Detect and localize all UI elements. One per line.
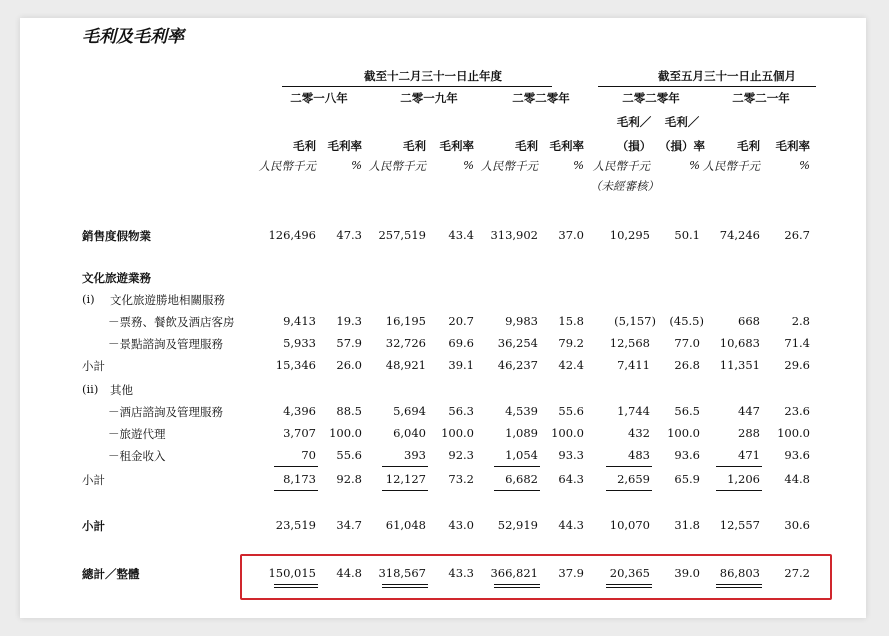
cell: 46,237: [497, 358, 538, 372]
unit-rmb-2020-5m: 人民幣千元: [592, 159, 650, 173]
cell: 126,496: [268, 228, 316, 242]
period-header-annual: 截至十二月三十一日止年度: [364, 69, 502, 83]
cell: 93.6: [674, 448, 700, 462]
cell: 37.9: [558, 566, 584, 580]
cell: 6,682: [505, 472, 538, 486]
sum-rule: [606, 490, 652, 491]
cell: 92.8: [336, 472, 362, 486]
cell: 39.1: [448, 358, 474, 372]
cell: 366,821: [490, 566, 538, 580]
cell: 447: [738, 404, 760, 418]
cell: 10,683: [719, 336, 760, 350]
unit-rmb-2020: 人民幣千元: [480, 159, 538, 173]
unit-rmb-2019: 人民幣千元: [368, 159, 426, 173]
cell: 92.3: [448, 448, 474, 462]
cell: 100.0: [667, 426, 700, 440]
cell: 12,127: [385, 472, 426, 486]
cell: 44.3: [558, 518, 584, 532]
cell: 313,902: [490, 228, 538, 242]
cell: 16,195: [385, 314, 426, 328]
cell: 20,365: [609, 566, 650, 580]
cell: (5,157): [614, 314, 656, 328]
cell: 288: [738, 426, 760, 440]
cell: 23,519: [275, 518, 316, 532]
cell: 12,557: [719, 518, 760, 532]
period-rule-five-months: [598, 86, 816, 87]
cell: 79.2: [558, 336, 584, 350]
cell: 48,921: [385, 358, 426, 372]
cell: 93.6: [784, 448, 810, 462]
cell: 26.0: [336, 358, 362, 372]
cell: 5,933: [283, 336, 316, 350]
cell: 257,519: [378, 228, 426, 242]
cell: 4,539: [505, 404, 538, 418]
cell: 1,744: [617, 404, 650, 418]
year-header-2020: 二零二零年: [512, 91, 570, 105]
col-gm-2021: 毛利率: [775, 139, 810, 153]
cell: 9,983: [505, 314, 538, 328]
col-gm-2018: 毛利率: [327, 139, 362, 153]
section-title: 毛利及毛利率: [82, 27, 184, 47]
cell: 37.0: [558, 228, 584, 242]
cell: 4,396: [283, 404, 316, 418]
cell: 93.3: [558, 448, 584, 462]
cell: 56.5: [674, 404, 700, 418]
unit-rmb-2021: 人民幣千元: [702, 159, 760, 173]
row-label-travel-agency: －旅遊代理: [108, 427, 166, 441]
sum-rule: [716, 466, 762, 467]
cell: 56.3: [448, 404, 474, 418]
cell: 100.0: [441, 426, 474, 440]
cell: 100.0: [777, 426, 810, 440]
col-gp-loss-line2: （損）: [616, 139, 652, 153]
cell: 50.1: [674, 228, 700, 242]
cell: 9,413: [283, 314, 316, 328]
cell: 43.3: [448, 566, 474, 580]
cell: 55.6: [336, 448, 362, 462]
cell: 47.3: [336, 228, 362, 242]
cell: 44.8: [336, 566, 362, 580]
cell: 71.4: [784, 336, 810, 350]
cell: 11,351: [719, 358, 760, 372]
cell: (45.5): [669, 314, 704, 328]
col-gm-loss-line1: 毛利／: [664, 115, 700, 129]
cell: 26.8: [674, 358, 700, 372]
cell: 6,040: [393, 426, 426, 440]
sum-rule: [382, 490, 428, 491]
unit-pct-2020: %: [573, 158, 584, 172]
cell: 432: [628, 426, 650, 440]
cell: 668: [738, 314, 760, 328]
cell: 26.7: [784, 228, 810, 242]
cell: 10,295: [609, 228, 650, 242]
cell: 1,206: [727, 472, 760, 486]
cell: 2,659: [617, 472, 650, 486]
cell: 30.6: [784, 518, 810, 532]
sum-rule: [274, 490, 318, 491]
cell: 74,246: [719, 228, 760, 242]
year-header-2020-5m: 二零二零年: [622, 91, 680, 105]
cell: 20.7: [448, 314, 474, 328]
row-label-hotel-consulting: －酒店諮詢及管理服務: [108, 405, 223, 419]
col-gp-2018: 毛利: [293, 139, 316, 153]
row-label-tourism-services: 文化旅遊勝地相關服務: [110, 293, 225, 307]
cell: 86,803: [719, 566, 760, 580]
cell: 34.7: [336, 518, 362, 532]
sum-rule: [494, 466, 540, 467]
col-gm-loss-line2: （損）率: [659, 139, 705, 153]
unaudited-note: （未經審核）: [590, 179, 659, 193]
col-gm-2020: 毛利率: [549, 139, 584, 153]
row-label-segment-subtotal: 小計: [82, 519, 105, 533]
cell: 32,726: [385, 336, 426, 350]
cell: 77.0: [674, 336, 700, 350]
cell: 100.0: [551, 426, 584, 440]
sum-rule: [494, 490, 540, 491]
row-label-ticketing: －票務、餐飲及酒店客房: [108, 315, 235, 329]
row-num-i: (i): [82, 292, 95, 306]
cell: 12,568: [609, 336, 650, 350]
col-gp-2020: 毛利: [515, 139, 538, 153]
col-gp-2021: 毛利: [737, 139, 760, 153]
cell: 57.9: [336, 336, 362, 350]
cell: 42.4: [558, 358, 584, 372]
cell: 15.8: [558, 314, 584, 328]
double-rule: [382, 584, 428, 588]
year-header-2019: 二零一九年: [400, 91, 458, 105]
cell: 5,694: [393, 404, 426, 418]
cell: 3,707: [283, 426, 316, 440]
cell: 1,089: [505, 426, 538, 440]
cell: 52,919: [497, 518, 538, 532]
cell: 483: [628, 448, 650, 462]
year-header-2021-5m: 二零二一年: [732, 91, 790, 105]
cell: 70: [301, 448, 316, 462]
cell: 31.8: [674, 518, 700, 532]
unit-pct-2021: %: [799, 158, 810, 172]
year-header-2018: 二零一八年: [290, 91, 348, 105]
cell: 65.9: [674, 472, 700, 486]
row-label-cultural-tourism: 文化旅遊業務: [82, 271, 151, 285]
row-label-vacation-property: 銷售度假物業: [82, 229, 151, 243]
cell: 19.3: [336, 314, 362, 328]
period-header-five-months: 截至五月三十一日止五個月: [658, 69, 796, 83]
cell: 8,173: [283, 472, 316, 486]
cell: 150,015: [268, 566, 316, 580]
cell: 36,254: [497, 336, 538, 350]
cell: 29.6: [784, 358, 810, 372]
cell: 61,048: [385, 518, 426, 532]
cell: 43.4: [448, 228, 474, 242]
double-rule: [274, 584, 318, 588]
row-label-others: 其他: [110, 383, 133, 397]
col-gp-2019: 毛利: [403, 139, 426, 153]
cell: 100.0: [329, 426, 362, 440]
sum-rule: [606, 466, 652, 467]
cell: 471: [738, 448, 760, 462]
cell: 64.3: [558, 472, 584, 486]
row-label-rental-income: －租金收入: [108, 449, 166, 463]
unit-pct-2019: %: [463, 158, 474, 172]
row-label-subtotal-ii: 小計: [82, 473, 105, 487]
cell: 39.0: [674, 566, 700, 580]
sum-rule: [274, 466, 318, 467]
sum-rule: [716, 490, 762, 491]
col-gm-2019: 毛利率: [439, 139, 474, 153]
cell: 88.5: [336, 404, 362, 418]
double-rule: [606, 584, 652, 588]
row-num-ii: (ii): [82, 382, 99, 396]
cell: 2.8: [791, 314, 810, 328]
cell: 27.2: [784, 566, 810, 580]
cell: 1,054: [505, 448, 538, 462]
row-label-subtotal-i: 小計: [82, 359, 105, 373]
cell: 55.6: [558, 404, 584, 418]
cell: 393: [404, 448, 426, 462]
cell: 69.6: [448, 336, 474, 350]
col-gp-loss-line1: 毛利／: [616, 115, 652, 129]
unit-pct-2018: %: [351, 158, 362, 172]
cell: 318,567: [378, 566, 426, 580]
double-rule: [494, 584, 540, 588]
cell: 10,070: [609, 518, 650, 532]
cell: 23.6: [784, 404, 810, 418]
cell: 15,346: [275, 358, 316, 372]
period-rule-annual: [282, 86, 552, 87]
document-page: [20, 18, 866, 618]
cell: 43.0: [448, 518, 474, 532]
row-label-total: 總計／整體: [82, 567, 140, 581]
double-rule: [716, 584, 762, 588]
sum-rule: [382, 466, 428, 467]
unit-rmb-2018: 人民幣千元: [258, 159, 316, 173]
cell: 7,411: [617, 358, 650, 372]
cell: 44.8: [784, 472, 810, 486]
cropped-next-line: [20, 608, 866, 618]
cell: 73.2: [448, 472, 474, 486]
unit-pct-2020-5m: %: [689, 158, 700, 172]
row-label-attraction-consulting: －景點諮詢及管理服務: [108, 337, 223, 351]
